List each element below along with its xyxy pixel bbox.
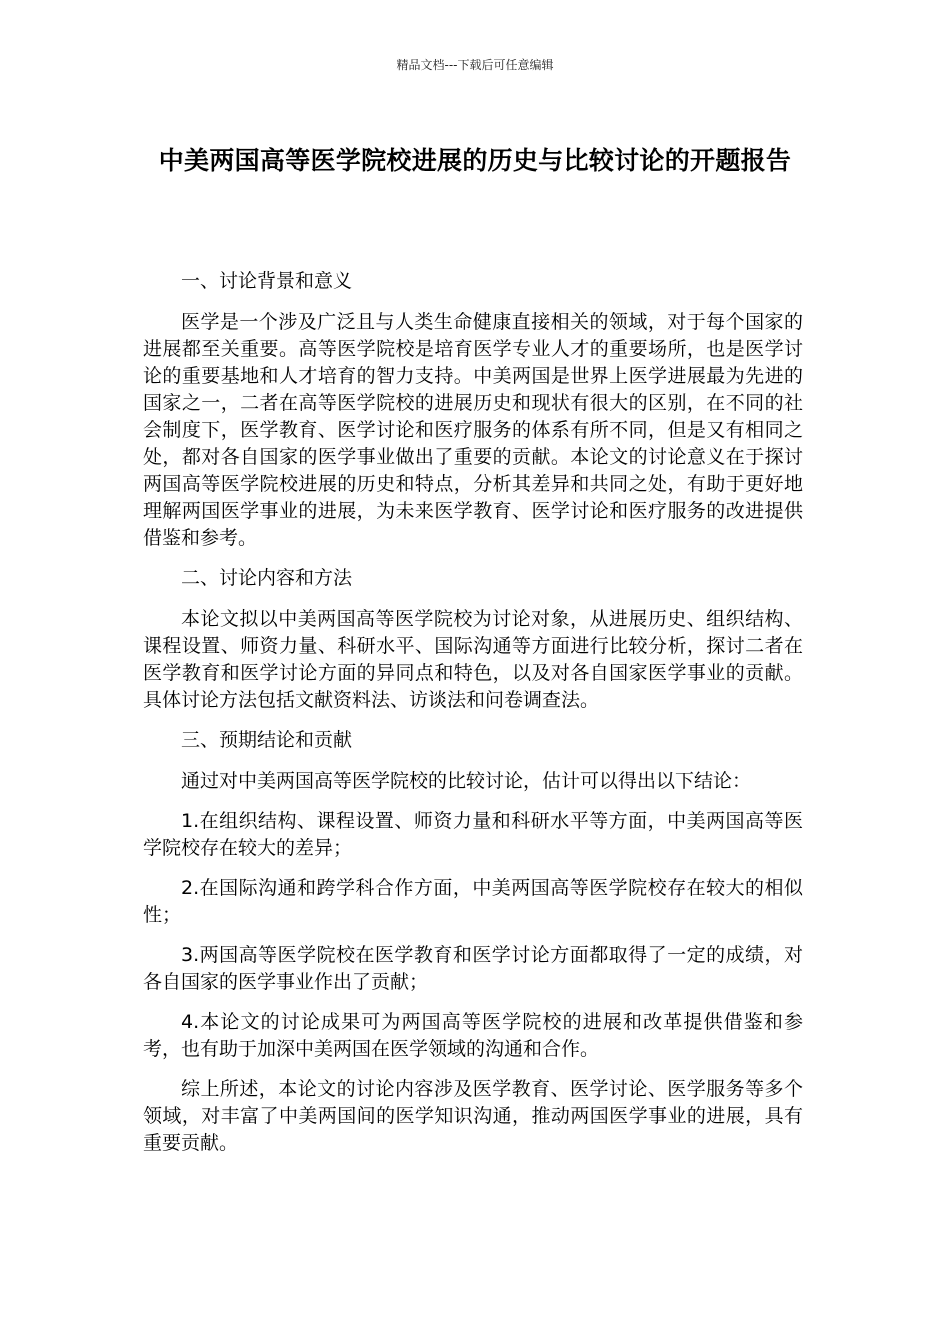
paragraph-content-method: 本论文拟以中美两国高等医学院校为讨论对象，从进展历史、组织结构、课程设置、师资力量、科研水平、国际沟通等方面进行比较分析，探讨二者在医学教育和医学讨论方面的异同点和特色，以及对各自国家医学事业的贡献。具体讨论方法包括文献资料法、访谈法和问卷调查法。	[143, 608, 803, 711]
conclusion-item-3: 3.两国高等医学院校在医学教育和医学讨论方面都取得了一定的成绩，对各自国家的医学事业作出了贡献；	[143, 944, 803, 993]
paragraph-background: 医学是一个涉及广泛且与人类生命健康直接相关的领域，对于每个国家的进展都至关重要。高等医学院校是培育医学专业人才的重要场所，也是医学讨论的重要基地和人才培育的智力支持。中美两国是世界上医学进展最为先进的国家之一，二者在高等医学院校的进展历史和现状有很大的区别，在不同的社会制度下，医学教育、医学讨论和医疗服务的体系有所不同，但是又有相同之处，都对各自国家的医学事业做出了重要的贡献。本论文的讨论意义在于探讨两国高等医学院校进展的历史和特点，分析其差异和共同之处，有助于更好地理解两国医学事业的进展，为未来医学教育、医学讨论和医疗服务的改进提供借鉴和参考。	[143, 311, 803, 549]
conclusion-item-1: 1.在组织结构、课程设置、师资力量和科研水平等方面，中美两国高等医学院校存在较大的差异；	[143, 810, 803, 859]
paragraph-conclusions-intro: 通过对中美两国高等医学院校的比较讨论，估计可以得出以下结论：	[181, 770, 752, 792]
section-heading-background: 一、讨论背景和意义	[181, 270, 353, 292]
conclusion-item-4: 4.本论文的讨论成果可为两国高等医学院校的进展和改革提供借鉴和参考，也有助于加深中美两国在医学领域的沟通和合作。	[143, 1011, 803, 1060]
document-title: 中美两国高等医学院校进展的历史与比较讨论的开题报告	[158, 146, 792, 175]
page-header: 精品文档---下载后可任意编辑	[396, 58, 554, 72]
section-heading-conclusions: 三、预期结论和贡献	[181, 729, 353, 751]
section-heading-content-method: 二、讨论内容和方法	[181, 567, 353, 589]
conclusion-item-2: 2.在国际沟通和跨学科合作方面，中美两国高等医学院校存在较大的相似性；	[143, 877, 803, 926]
paragraph-summary: 综上所述，本论文的讨论内容涉及医学教育、医学讨论、医学服务等多个领域，对丰富了中美两国间的医学知识沟通，推动两国医学事业的进展，具有重要贡献。	[143, 1078, 803, 1154]
document-body	[143, 268, 803, 1170]
